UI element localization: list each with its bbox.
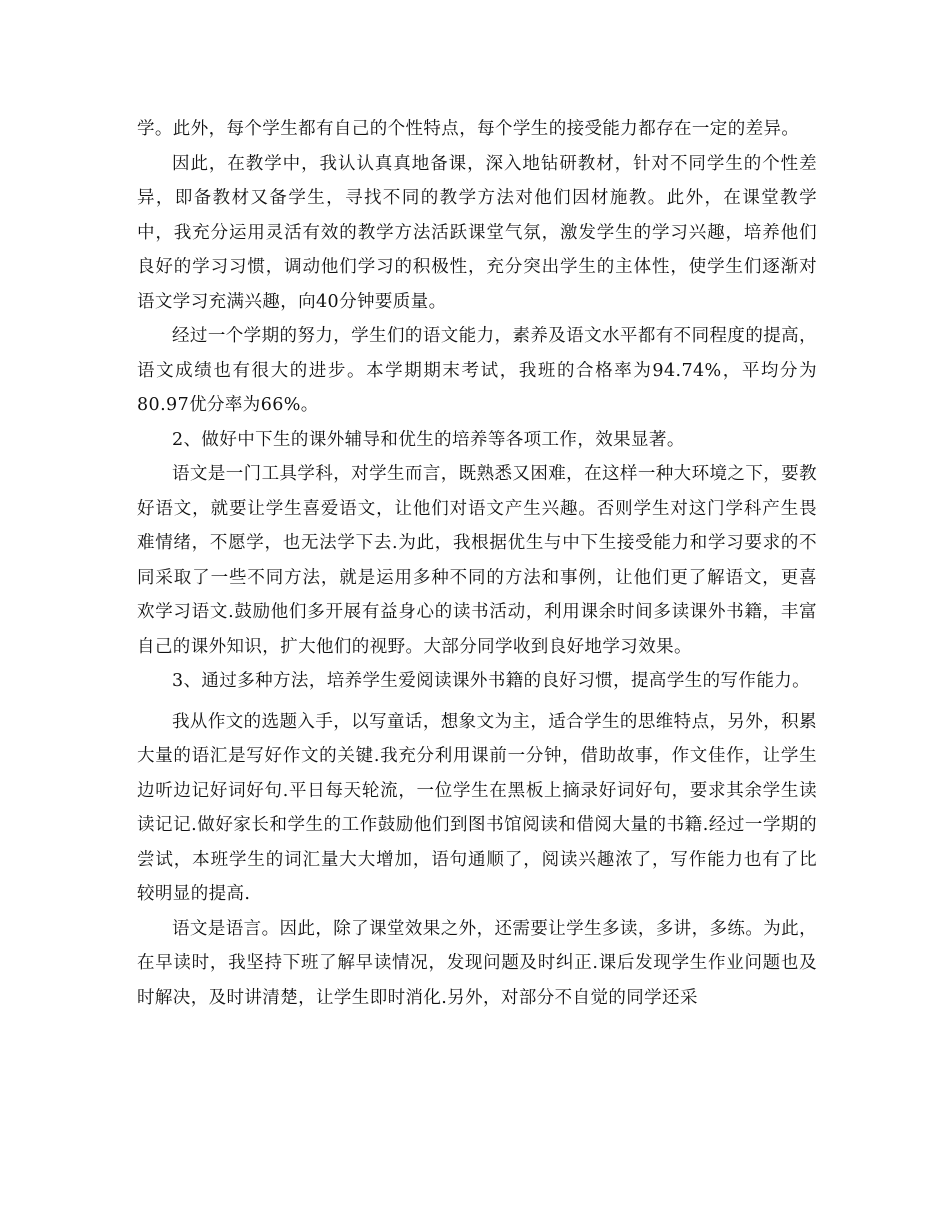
paragraph-4: 2、做好中下生的课外辅导和优生的培养等各项工作，效果显著。: [172, 429, 685, 450]
paragraph-2: 因此，在教学中，我认认真真地备课，深入地钻研教材，针对不同学生的个性差异，即备教材又备学生，寻找不同的教学方法对他们因材施教。此外，在课堂教学中，我充分运用灵活有效的教学方法活跃课堂气氛，激发学生的学习兴趣，培养他们良好的学习习惯，调动他们学习的积极性，充分突出学生的主体性，使学生们逐渐对语文学习充满兴趣，向40分钟要质量。: [137, 153, 817, 312]
paragraph-5: 语文是一门工具学科，对学生而言，既熟悉又困难，在这样一种大环境之下，要教好语文，就要让学生喜爱语文，让他们对语文产生兴趣。否则学生对这门学科产生畏难情绪，不愿学，也无法学下去.为此，我根据优生与中下生接受能力和学习要求的不同采取了一些不同方法，就是运用多种不同的方法和事例，让他们更了解语文，更喜欢学习语文.鼓励他们多开展有益身心的读书活动，利用课余时间多读课外书籍，丰富自己的课外知识，扩大他们的视野。大部分同学收到良好地学习效果。: [137, 464, 817, 657]
paragraph-1: 学。此外，每个学生都有自己的个性特点，每个学生的接受能力都存在一定的差异。: [137, 119, 800, 139]
paragraph-3: 经过一个学期的努力，学生们的语文能力，素养及语文水平都有不同程度的提高，语文成绩也有很大的进步。本学期期末考试，我班的合格率为94.74%，平均分为80.97优分率为66%。: [137, 326, 817, 415]
document-body: [137, 112, 817, 1015]
paragraph-7: 我从作文的选题入手，以写童话，想象文为主，适合学生的思维特点，另外，积累大量的语汇是写好作文的关键.我充分利用课前一分钟，借助故事，作文佳作，让学生边听边记好词好句.平日每天轮流，一位学生在黑板上摘录好词好句，要求其余学生读读记记.做好家长和学生的工作鼓励他们到图书馆阅读和借阅大量的书籍.经过一学期的尝试，本班学生的词汇量大大增加，语句通顺了，阅读兴趣浓了，写作能力也有了比较明显的提高.: [137, 711, 817, 904]
paragraph-6: 3、通过多种方法，培养学生爱阅读课外书籍的良好习惯，提高学生的写作能力。: [172, 671, 811, 691]
paragraph-8: 语文是语言。因此，除了课堂效果之外，还需要让学生多读，多讲，多练。为此，在早读时，我坚持下班了解早读情况，发现问题及时纠正.课后发现学生作业问题也及时解决，及时讲清楚，让学生即时消化.另外，对部分不自觉的同学还采: [137, 918, 817, 1008]
